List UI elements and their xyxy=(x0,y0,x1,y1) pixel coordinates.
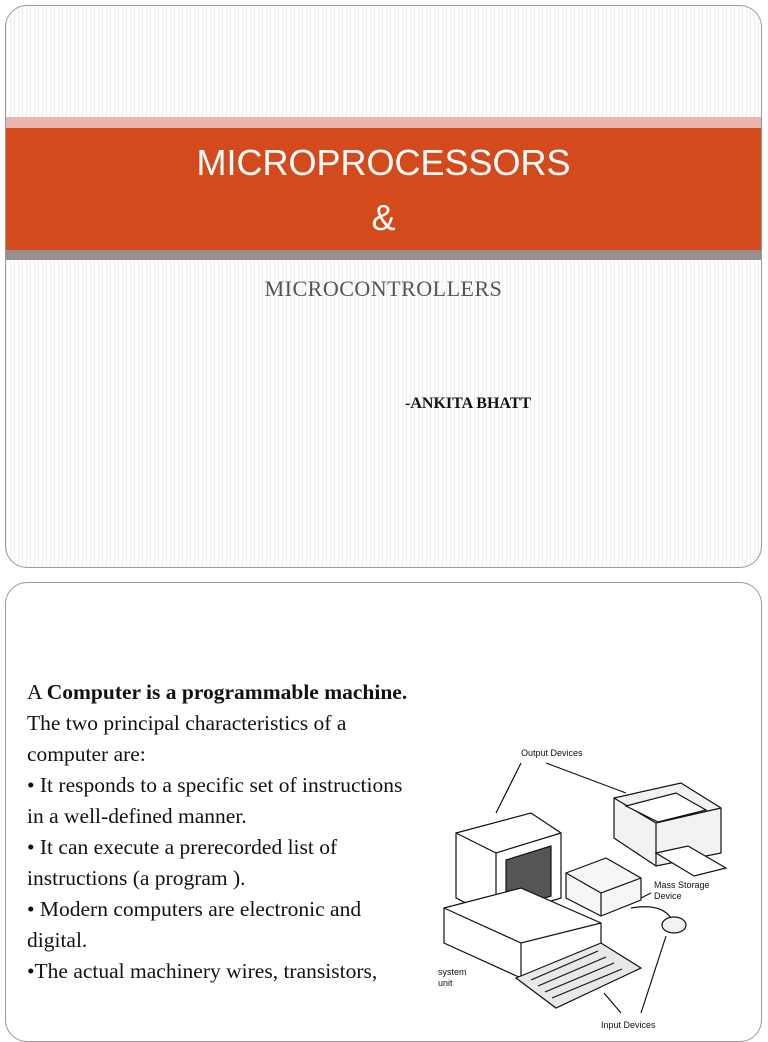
bullet-item: • It responds to a specific set of instructions in a well-defined manner. xyxy=(27,773,403,828)
label-mass-storage-device: Device xyxy=(654,891,682,901)
bullet-item: •The actual machinery wires, transistors, xyxy=(27,959,378,983)
intro-bold: Computer is a programmable machine. xyxy=(46,680,408,704)
author-name: -ANKITA BHATT xyxy=(405,395,532,412)
title-band-bottom xyxy=(6,250,761,260)
intro-paragraph xyxy=(27,677,417,708)
label-input-devices: Input Devices xyxy=(601,1020,656,1030)
label-unit: unit xyxy=(438,978,453,988)
content-slide xyxy=(5,582,762,1042)
slide-subtitle: MICROCONTROLLERS xyxy=(264,276,503,301)
characteristics-line: The two principal characteristics of a computer are: xyxy=(27,711,347,766)
slide-title-line2: & xyxy=(371,197,396,238)
title-band-top xyxy=(6,117,761,128)
slide-title-line1: MICROPROCESSORS xyxy=(196,142,571,183)
label-mass-storage: Mass Storage xyxy=(654,880,710,890)
slide-body-text xyxy=(27,677,417,987)
label-output-devices: Output Devices xyxy=(521,748,583,758)
bullet-item: • Modern computers are electronic and digital. xyxy=(27,897,362,952)
title-slide xyxy=(5,5,762,568)
bullet-item: • It can execute a prerecorded list of instructions (a program ). xyxy=(27,835,338,890)
label-system: system xyxy=(438,967,467,977)
intro-prefix: A xyxy=(27,680,47,704)
computer-system-diagram xyxy=(426,738,746,1038)
